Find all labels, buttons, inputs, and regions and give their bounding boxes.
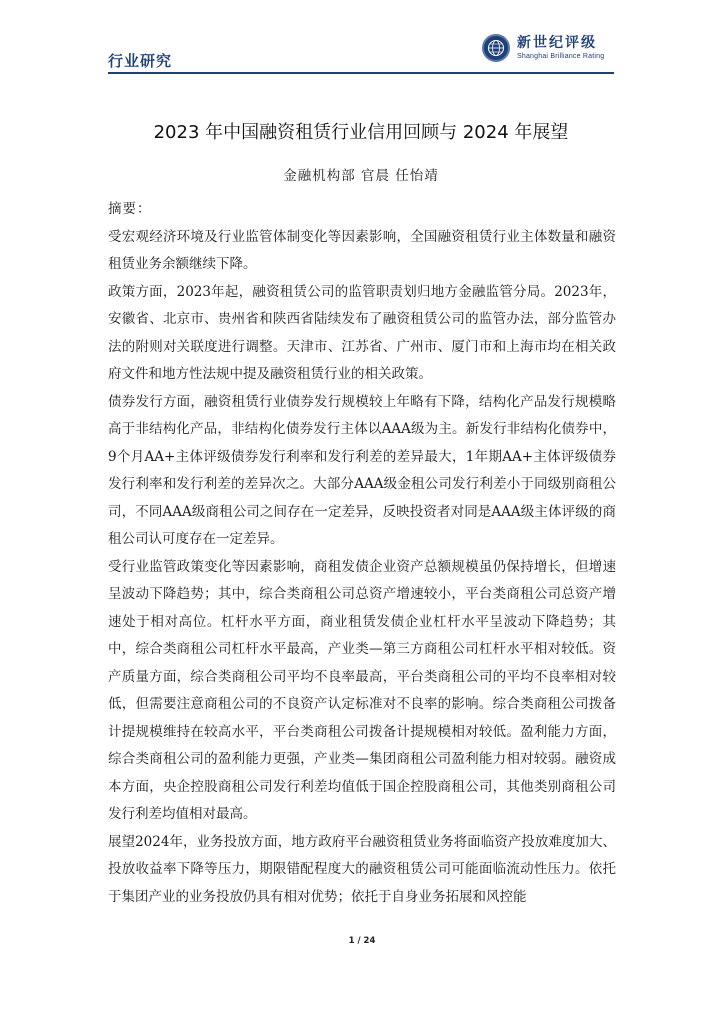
report-authors: 金融机构部 官晨 任怡靖 xyxy=(283,168,439,184)
abstract-section xyxy=(108,196,616,911)
abstract-paragraph: 受行业监管政策变化等因素影响，商租发债企业资产总额规模虽仍保持增长，但增速呈波动下降趋势；其中，综合类商租公司总资产增速较小，平台类商租公司总资产增速处于相对高位。杠杆水平方面，商业租赁发债企业杠杆水平呈波动下降趋势；其中，综合类商租公司杠杆水平最高，产业类—第三方商租公司杠杆水平相对较低。资产质量方面，综合类商租公司平均不良率最高，平台类商租公司的平均不良率相对较低，但需要注意商租公司的不良资产认定标准对不良率的影响。综合类商租公司拨备计提规模维持在较高水平，平台类商租公司拨备计提规模相对较低。盈利能力方面，综合类商租公司的盈利能力更强，产业类—集团商租公司盈利能力相对较弱。融资成本方面，央企控股商租公司发行利差均值低于国企控股商租公司，其他类别商租公司发行利差均值相对最高。 xyxy=(108,558,616,822)
brand-logo xyxy=(482,28,622,68)
header-rule xyxy=(108,72,614,74)
logo-english-name: Shanghai Brilliance Rating xyxy=(517,53,605,60)
globe-icon xyxy=(482,34,510,62)
logo-chinese-name: 新世纪评级 xyxy=(517,35,597,51)
abstract-paragraph: 政策方面，2023年起，融资租赁公司的监管职责划归地方金融监管分局。2023年，安徽省、北京市、贵州省和陕西省陆续发布了融资租赁公司的监管办法，部分监管办法的附则对关联度进行调整。天津市、江苏省、广州市、厦门市和上海市均在相关政府文件和地方性法规中提及融资租赁行业的相关政策。 xyxy=(108,283,616,382)
abstract-paragraph: 债券发行方面，融资租赁行业债券发行规模较上年略有下降，结构化产品发行规模略高于非结构化产品，非结构化债券发行主体以AAA级为主。新发行非结构化债券中，9个月AA+主体评级债券发行利率和发行利差的差异最大，1年期AA+主体评级债券发行利率和发行利差的差异次之。大部分AAA级金租公司发行利差小于同级别商租公司，不同AAA级商租公司之间存在一定差异，反映投资者对同是AAA级主体评级的商租公司认可度存在一定差异。 xyxy=(108,393,616,547)
section-label: 行业研究 xyxy=(108,52,173,70)
abstract-label: 摘要： xyxy=(108,201,152,217)
page-number: 1 / 24 xyxy=(348,936,376,946)
report-title: 2023 年中国融资租赁行业信用回顾与 2024 年展望 xyxy=(153,122,569,143)
abstract-paragraph: 受宏观经济环境及行业监管体制变化等因素影响，全国融资租赁行业主体数量和融资租赁业务余额继续下降。 xyxy=(108,228,616,272)
abstract-paragraph: 展望2024年，业务投放方面，地方政府平台融资租赁业务将面临资产投放难度加大、投放收益率下降等压力，期限错配程度大的融资租赁公司可能面临流动性压力。依托于集团产业的业务投放仍具有相对优势；依托于自身业务拓展和风控能 xyxy=(108,833,616,905)
page-header xyxy=(0,0,724,76)
